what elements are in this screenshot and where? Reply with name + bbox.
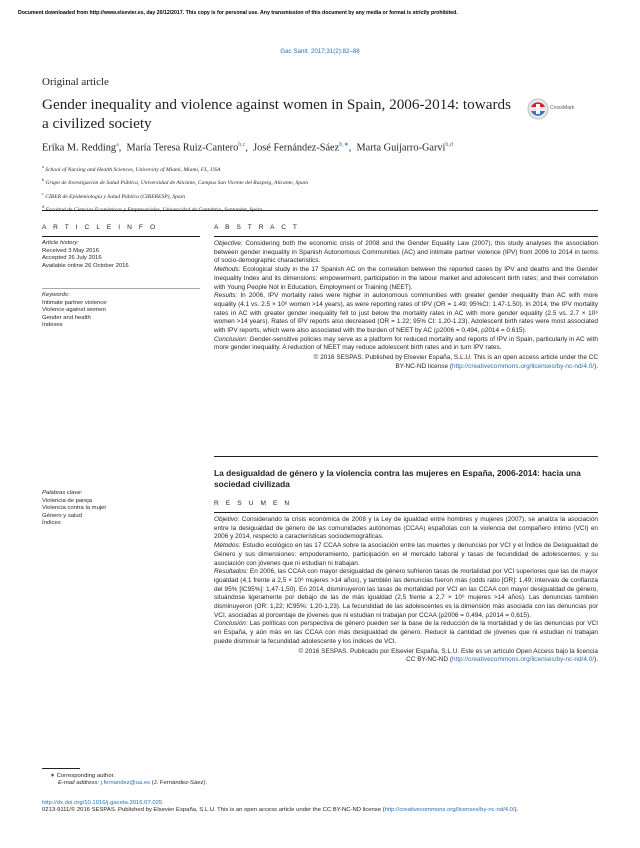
download-notice: Document downloaded from http://www.elsevier.es, day 20/12/2017. This copy is for personal use. Any transmission of this document by any media or format is strictly prohibited. [18,10,458,16]
doi-block [42,800,598,815]
abstract-divider [214,236,598,237]
footnote: ∗ Corresponding author. E-mail address: j.fernandez@ua.es (J. Fernández-Sáez). [50,773,550,788]
abstract-results: Results: In 2006, IPV mortality rates were higher in autonomous communities with greater gender inequality than AC with more equality (4.1 vs. 2.5 × 10⁶ women >14 years), as were reporting rates of IPV (OR = 1.49; 95%CI: 1.47-1.50). In 2014, the IPV mortality rates in AC with greater gender inequality fell to just below the mortality rates in AC with more gender equality (2.5 vs. 2.7 × 10⁶ women >14 years). Rates of IPV reports also decreased (OR = 1.22; 95% CI: 1.20-1.23). Adolescent birth rates were most associated with IPV reports, which were also associated with the burden of NEET by AC (ρ2006 = 0.494, ρ2014 = 0.615). [214,292,598,335]
resumen-divider [214,512,598,513]
article-title: Gender inequality and violence against women in Spain, 2006-2014: towards a civilized society [42,96,512,132]
author-list: Erika M. Redding$^a$, María Teresa Ruiz-Cantero$^{b,c}$, José Fernández-Sáez$^{b,∗}$, Marta Guijarro-Garvi$^{b,d}$ [42,142,453,154]
resumen-body [214,516,598,665]
author-name[interactable]: Marta Guijarro-Garvi [356,142,446,154]
abstract-conclusion: Conclusion: Gender-sensitive policies may serve as a platform for reduced mortality and reports of IPV in Spain, particularly in AC with more gender inequality. A reduction of NEET may reduce adolescent birth rates and in turn IPV rates. [214,335,598,352]
abstract-methods: Methods: Ecological study in the 17 Spanish AC on the correlation between the reported cases by IPV and deaths and the Gender Inequality Index and its dimensions: empowerment, participation in the labour market and adolescent birth rates; and their correlation with Young People Not in Education, Employment or Training (NEET). [214,266,598,291]
author-name[interactable]: José Fernández-Sáez [253,142,340,154]
palabras-clave: Palabras clave: Violencia de pareja Violencia contra la mujer Género y salud Índices [42,490,200,528]
keyword-item: Intimate partner violence [42,299,107,306]
author-affiliation-mark[interactable]: b,∗ [339,142,349,148]
keyword-item: Violencia de pareja [42,497,92,504]
crossmark-badge[interactable] [527,96,573,122]
crossmark-label: CrossMark [550,105,575,111]
keyword-item: Violencia contra la mujer [42,505,107,512]
keyword-item: Género y salud [42,512,82,519]
abstract-end-divider [214,456,598,457]
author-name[interactable]: María Teresa Ruiz-Cantero [126,142,239,154]
resumen-heading: R E S U M E N [214,500,292,507]
doi-link[interactable]: http://dx.doi.org/10.1016/j.gaceta.2016.07.025 [42,800,163,806]
keyword-item: Índices [42,520,61,527]
corresponding-author-note: ∗ Corresponding author. [50,773,115,779]
abstract-heading: A B S T R A C T [214,224,300,231]
affiliation-item: $^d$ Facultad de Ciencias Económicas y Empresariales, Universidad de Cantabria, Santander, Spain [42,204,263,214]
keywords: Keywords: Intimate partner violence Violence against women Gender and health Indexes [42,292,200,330]
issn-line: 0213-9111/© 2016 SESPAS. Published by Elsevier España, S.L.U. This is an open access article under the CC BY-NC-ND license (http://creativecommons.org/licenses/by-nc-nd/4.0/). [42,807,519,814]
author-name[interactable]: Erika M. Redding [42,142,117,154]
article-type: Original article [42,76,109,88]
email-link[interactable]: j.fernandez@ua.es [100,780,151,787]
resumen-conclusion: Conclusión: Las políticas con perspectiva de género pueden ser la base de la reducción de la mortalidad y de las denuncias por VCI en España, y aún más en las CCAA con más desigualdad de género. Reducir la cantidad de jóvenes que ni estudian ni trabajan puede disminuir la fecundidad adolescente y los índices de VCI. [214,620,598,645]
history-accepted: Accepted 26 July 2016 [42,255,102,262]
history-online: Available online 26 October 2016 [42,262,129,269]
keyword-item: Gender and health [42,314,91,321]
author-affiliation-mark[interactable]: b,d [445,142,453,148]
journal-reference[interactable]: Gac Sanit. 2017;31(2):82–88 [280,48,360,55]
abstract-copyright: © 2016 SESPAS. Published by Elsevier España, S.L.U. This is an open access article under the CC BY-NC-ND license (http://creativecommons.org/licenses/by-nc-nd/4.0/). [313,354,598,370]
affiliations [42,162,602,216]
spanish-title: La desigualdad de género y la violencia contra las mujeres en España, 2006-2014: hacia una sociedad civilizada [214,468,581,489]
abstract-body [214,240,598,372]
resumen-copyright: © 2016 SESPAS. Publicado por Elsevier España, S.L.U. Este es un artículo Open Access bajo la licencia CC BY-NC-ND (http://creativecommons.org/licenses/by-nc-nd/4.0/). [298,647,598,664]
footnote-rule [42,768,80,769]
abstract-objective: Objective: Considering both the economic crisis of 2008 and the Gender Equality Law (2007), this study analyses the association between gender inequality in Spanish Autonomous Communities (AC) and intimate partner violence (IPV) from 2006 to 2014 in terms of socio-demographic characteristics. [214,240,598,265]
resumen-metodos: Métodos: Estudio ecológico en las 17 CCAA sobre la asociación entre las muertes y denuncias por VCI y el Índice de Desigualdad de Género y sus dimensiones: empoderamiento, participación en el mercado laboral y tasas de fecundidad de adolescentes; y su asociación con jóvenes que ni estudian ni trabajan. [214,542,598,567]
article-info-divider [42,236,200,237]
article-info-separator [42,288,200,289]
keyword-item: Indexes [42,322,63,329]
license-link[interactable]: http://creativecommons.org/licenses/by-nc-nd/4.0/ [384,807,515,814]
history-received: Received 3 May 2016 [42,247,99,254]
author-affiliation-mark[interactable]: a [116,142,119,148]
author-affiliation-mark[interactable]: b,c [238,142,246,148]
affiliation-item: $^b$ Grupo de Investigación de Salud Pública, Universidad de Alicante, Campus San Vicente del Raspeig, Alicante, Spain [42,177,309,187]
license-link[interactable]: http://creativecommons.org/licenses/by-nc-nd/4.0/ [452,656,595,664]
article-info-heading: A R T I C L E I N F O [42,224,158,231]
affiliation-item: $^c$ CIBER de Epidemiología y Salud Pública (CIBERESP), Spain [42,190,186,200]
article-history: Article history: Received 3 May 2016 Accepted 26 July 2016 Available online 26 October 2016 [42,240,200,270]
license-link[interactable]: http://creativecommons.org/licenses/by-nc-nd/4.0/ [452,362,595,370]
affiliation-item: $^a$ School of Nursing and Health Sciences, University of Miami, Miami, FL, USA [42,164,221,173]
header-divider [42,210,598,211]
resumen-resultados: Resultados: En 2006, las CCAA con mayor desigualdad de género sufrieron tasas de mortalidad por VCI superiores que las de mayor igualdad (4,1 frente a 2,5 × 10⁶ mujeres >14 años), y también las denuncias fueron más (odds ratio [OR]: 1,49; intervalo de confianza del 95% [IC95%]: 1,47-1,50). En 2014, disminuyeron las tasas de mortalidad por VCI en las CCAA con mayor desigualdad de género, situándose ligeramente por debajo de las de más igualdad (2,5 frente a 2,7 × 10⁶ mujeres >14 años). Las denuncias también disminuyeron (OR: 1,22; IC95%: 1,20-1,23). La fecundidad de las adolescentes es la dimensión más asociada con las denuncias por VCI, asociadas al porcentaje de jóvenes que ni estudian ni trabajan por CCAA (ρ2006 = 0,494, ρ2014 = 0,615). [214,568,598,619]
keyword-item: Violence against women [42,307,106,314]
resumen-objetivo: Objetivo: Considerando la crisis económica de 2008 y la Ley de igualdad entre hombres y mujeres (2007), se analiza la asociación entre la desigualdad de género de las comunidades autónomas (CCAA) españolas con la violencia del compañero íntimo (VCI) en 2006 y 2014, respecto a características sociodemográficas. [214,516,598,541]
